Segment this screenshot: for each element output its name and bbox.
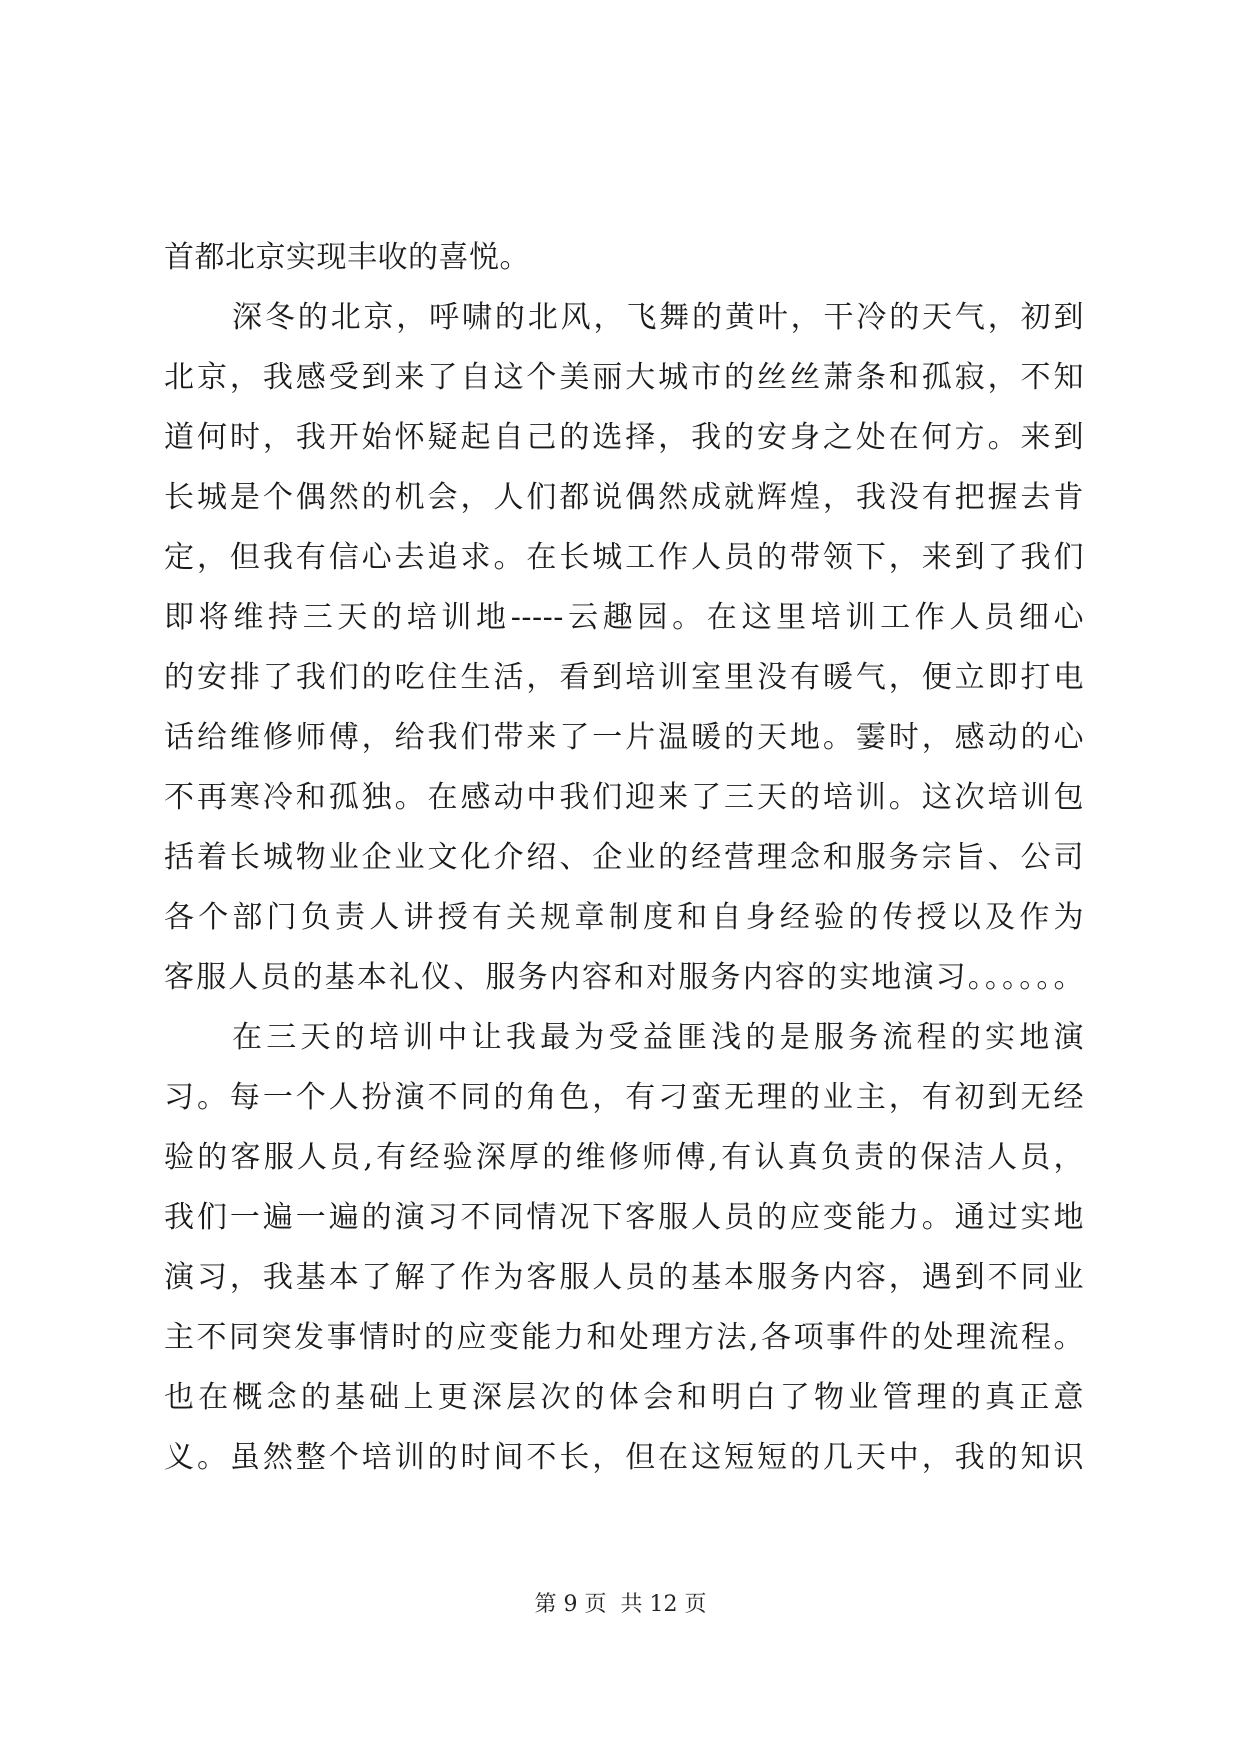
text-line: 定，但我有信心去追求。在长城工作人员的带领下，来到了我们 [164, 540, 1084, 575]
text-line: 演习，我基本了解了作为客服人员的基本服务内容，遇到不同业 [164, 1260, 1084, 1295]
document-body [164, 228, 1084, 1488]
text-line: 深冬的北京，呼啸的北风，飞舞的黄叶，干冷的天气，初到 [232, 300, 1084, 335]
page-footer [0, 1590, 1241, 1620]
page-number-label: 第 9 页 共 12 页 [534, 1592, 707, 1617]
text-line: 客服人员的基本礼仪、服务内容和对服务内容的实地演习。。。。。。 [164, 960, 1084, 995]
text-line: 首都北京实现丰收的喜悦。 [164, 240, 530, 275]
text-line: 不再寒冷和孤独。在感动中我们迎来了三天的培训。这次培训包 [164, 780, 1084, 815]
text-line: 北京，我感受到来了自这个美丽大城市的丝丝萧条和孤寂，不知 [164, 360, 1084, 395]
text-line: 主不同突发事情时的应变能力和处理方法,各项事件的处理流程。 [164, 1320, 1084, 1355]
text-line: 长城是个偶然的机会，人们都说偶然成就辉煌，我没有把握去肯 [164, 480, 1084, 515]
text-line: 在三天的培训中让我最为受益匪浅的是服务流程的实地演 [232, 1020, 1084, 1055]
text-line: 义。虽然整个培训的时间不长，但在这短短的几天中，我的知识 [164, 1440, 1084, 1475]
text-line: 的安排了我们的吃住生活，看到培训室里没有暖气，便立即打电 [164, 660, 1084, 695]
text-line: 也在概念的基础上更深层次的体会和明白了物业管理的真正意 [164, 1380, 1084, 1415]
text-line: 括着长城物业企业文化介绍、企业的经营理念和服务宗旨、公司 [164, 840, 1084, 875]
text-line: 道何时，我开始怀疑起自己的选择，我的安身之处在何方。来到 [164, 420, 1084, 455]
text-line: 习。每一个人扮演不同的角色，有刁蛮无理的业主，有初到无经 [164, 1080, 1084, 1115]
text-line: 各个部门负责人讲授有关规章制度和自身经验的传授以及作为 [164, 900, 1084, 935]
text-line: 即将维持三天的培训地-----云趣园。在这里培训工作人员细心 [164, 600, 1084, 635]
text-line: 验的客服人员,有经验深厚的维修师傅,有认真负责的保洁人员， [164, 1140, 1084, 1175]
text-line: 我们一遍一遍的演习不同情况下客服人员的应变能力。通过实地 [164, 1200, 1084, 1235]
text-line: 话给维修师傅，给我们带来了一片温暖的天地。霎时，感动的心 [164, 720, 1084, 755]
